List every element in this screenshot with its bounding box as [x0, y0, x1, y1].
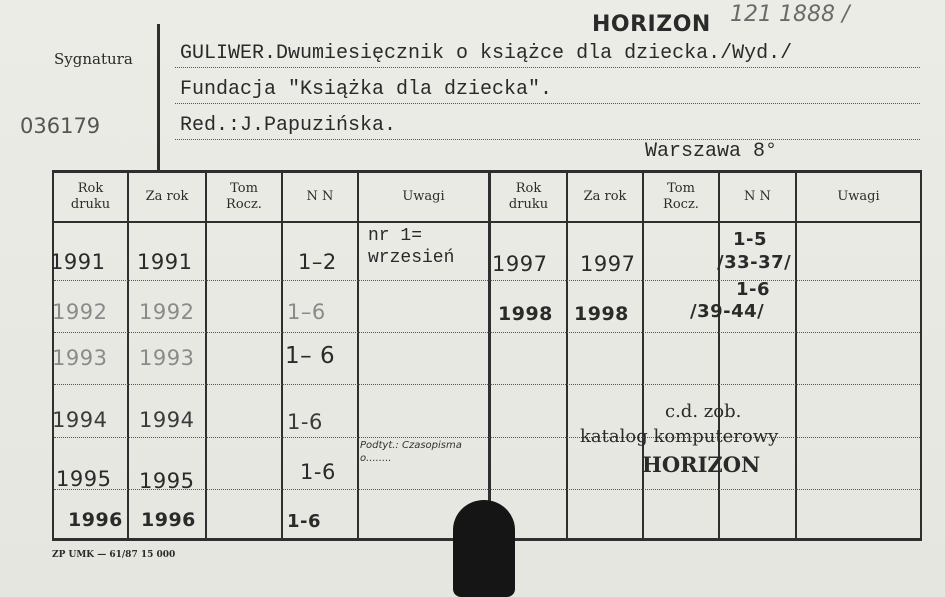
col-line — [642, 170, 644, 540]
header-nn: N N — [306, 189, 334, 204]
row-1993-za-rok: 1993 — [139, 346, 195, 370]
col-line — [920, 170, 922, 540]
row-1991-nn: 1–2 — [298, 250, 337, 274]
row-1995-za-rok: 1995 — [139, 469, 195, 493]
header-divider — [157, 24, 160, 170]
table-top-border — [52, 170, 922, 173]
row-1996-za-rok: 1996 — [141, 509, 196, 531]
table-header-border — [52, 221, 922, 223]
row-1998-rok: 1998 — [498, 303, 553, 325]
row-dotline — [54, 280, 920, 281]
uwagi-hand-note: Podtyt.: Czasopisma o........ — [360, 440, 462, 464]
row-1994-nn: 1-6 — [287, 410, 323, 434]
header-uwagi-right: Uwagi — [837, 189, 880, 204]
signature-label: Sygnatura — [54, 50, 133, 68]
title-dotline-1 — [175, 67, 920, 68]
row-dotline — [54, 384, 920, 385]
row-1995-rok: 1995 — [56, 467, 112, 491]
continuation-line-2: katalog komputerowy — [580, 426, 779, 447]
row-1997-za-rok: 1997 — [580, 252, 636, 276]
col-line — [281, 170, 283, 540]
uwagi-note-line-2: wrzesień — [368, 248, 455, 268]
row-1998-nn-2: /39-44/ — [690, 301, 765, 322]
row-dotline — [54, 437, 920, 438]
header-za-rok-right: Za rok — [583, 189, 627, 204]
row-1992-za-rok: 1992 — [139, 300, 195, 324]
pencil-note: 121 1888 / — [730, 2, 850, 27]
publisher-stamp: HORIZON — [592, 12, 711, 37]
title-dotline-3 — [175, 139, 920, 140]
col-line — [795, 170, 797, 540]
row-1997-rok: 1997 — [492, 252, 548, 276]
row-1991-rok: 1991 — [50, 250, 106, 274]
row-1997-nn-2: /33-37/ — [717, 252, 792, 273]
row-dotline — [54, 332, 920, 333]
col-line — [718, 170, 720, 540]
col-line — [127, 170, 129, 540]
col-line — [488, 170, 491, 540]
row-1997-nn-1: 1-5 — [733, 229, 768, 250]
row-1996-rok: 1996 — [68, 509, 123, 531]
header-za-rok: Za rok — [145, 189, 189, 204]
row-1995-nn: 1-6 — [300, 460, 336, 484]
col-line — [566, 170, 568, 540]
row-1993-nn: 1– 6 — [285, 343, 336, 369]
row-1993-rok: 1993 — [52, 346, 108, 370]
title-line-1: GULIWER.Dwumiesięcznik o książce dla dziecka./Wyd./ — [180, 42, 793, 65]
uwagi-note-line-1: nr 1= — [368, 226, 423, 246]
header-rok-druku: Rok druku — [70, 181, 111, 212]
header-uwagi: Uwagi — [402, 189, 445, 204]
row-1994-rok: 1994 — [52, 408, 108, 432]
punch-hole — [453, 500, 515, 597]
header-tom-rocz: Tom Rocz. — [226, 181, 262, 212]
signature-number: 036179 — [20, 114, 101, 138]
col-line — [357, 170, 359, 540]
footer-print-info: ZP UMK — 61/87 15 000 — [52, 550, 176, 560]
place-format: Warszawa 8° — [645, 140, 778, 163]
title-dotline-2 — [175, 103, 920, 104]
row-1996-nn: 1-6 — [287, 511, 322, 532]
row-1998-nn-1: 1-6 — [736, 279, 771, 300]
header-rok-druku-right: Rok druku — [508, 181, 549, 212]
row-1992-rok: 1992 — [52, 300, 108, 324]
title-line-2: Fundacja "Książka dla dziecka". — [180, 78, 553, 101]
header-tom-rocz-right: Tom Rocz. — [663, 181, 699, 212]
row-1994-za-rok: 1994 — [139, 408, 195, 432]
row-1998-za-rok: 1998 — [574, 303, 629, 325]
continuation-line-3: HORIZON — [642, 452, 761, 477]
col-line — [205, 170, 207, 540]
row-1992-nn: 1–6 — [287, 300, 326, 324]
title-line-3: Red.:J.Papuzińska. — [180, 114, 397, 137]
row-1991-za-rok: 1991 — [137, 250, 193, 274]
header-nn-right: N N — [744, 189, 771, 204]
continuation-line-1: c.d. zob. — [665, 401, 742, 422]
